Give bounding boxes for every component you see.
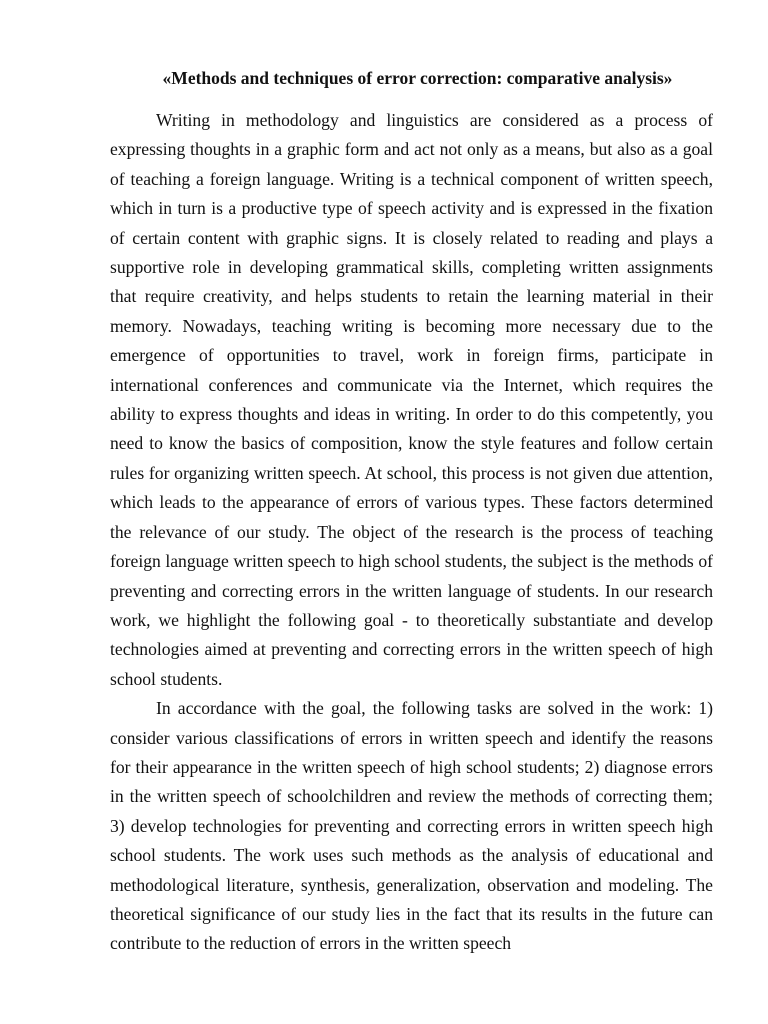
document-title: «Methods and techniques of error correction: comparative analysis» xyxy=(162,68,673,88)
paragraph-2: In accordance with the goal, the following tasks are solved in the work: 1) consider various classifications of errors in written speech and identify the reasons for their appearance in the written speech of high school students; 2) diagnose errors in the written speech of schoolchildren and review the methods of correcting them; 3) develop technologies for preventing and correcting errors in written speech high school students. The work uses such methods as the analysis of educational and methodological literature, synthesis, generalization, observation and modeling. The theoretical significance of our study lies in the fact that its results in the future can contribute to the reduction of errors in the written speech xyxy=(110,698,713,954)
document-body xyxy=(110,64,713,959)
paragraph-1: Writing in methodology and linguistics are considered as a process of expressing thoughts in a graphic form and act not only as a means, but also as a goal of teaching a foreign language. Writing is a technical component of written speech, which in turn is a productive type of speech activity and is expressed in the fixation of certain content with graphic signs. It is closely related to reading and plays a supportive role in developing grammatical skills, completing written assignments that require creativity, and helps students to retain the learning material in their memory. Nowadays, teaching writing is becoming more necessary due to the emergence of opportunities to travel, work in foreign firms, participate in international conferences and communicate via the Internet, which requires the ability to express thoughts and ideas in writing. In order to do this competently, you need to know the basics of composition, know the style features and follow certain rules for organizing written speech. At school, this process is not given due attention, which leads to the appearance of errors of various types. These factors determined the relevance of our study. The object of the research is the process of teaching foreign language written speech to high school students, the subject is the methods of preventing and correcting errors in the written language of students. In our research work, we highlight the following goal - to theoretically substantiate and develop technologies aimed at preventing and correcting errors in the written speech of high school students. xyxy=(110,110,713,689)
